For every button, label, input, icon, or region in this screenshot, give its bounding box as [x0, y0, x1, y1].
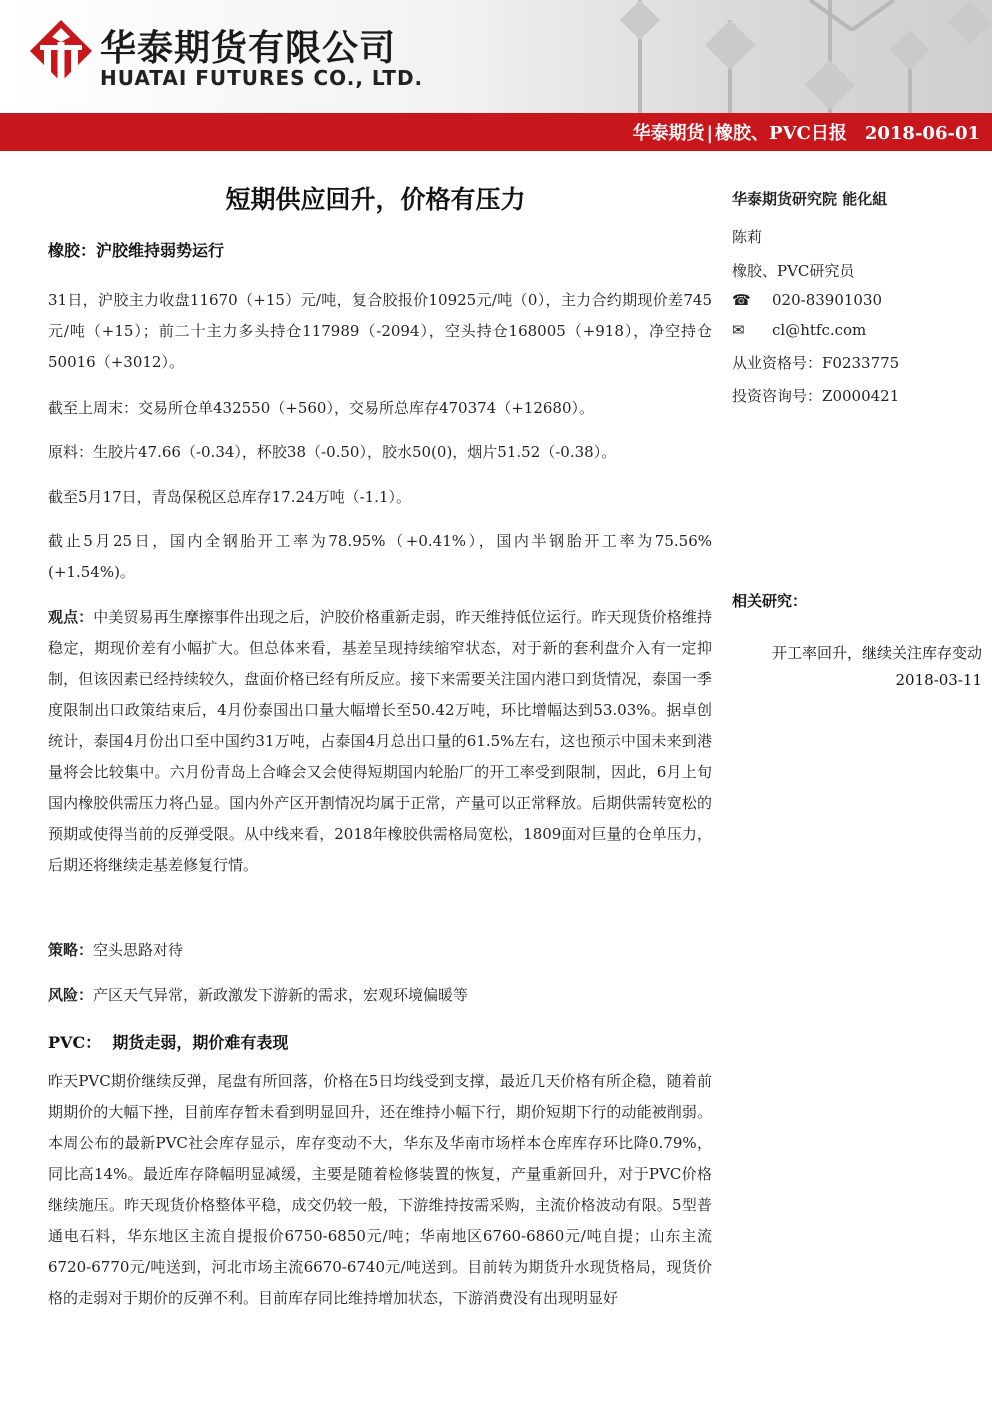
- email-row: [732, 321, 752, 339]
- rubber-paragraph-tire-operating-rate: 截止5月25日，国内全钢胎开工率为78.95%（+0.41%），国内半钢胎开工率为75.56%(+1.54%)。: [48, 532, 712, 581]
- report-brand: 华泰期货: [632, 123, 705, 144]
- risk-text: 产区天气异常，新政激发下游新的需求，宏观环境偏暖等: [93, 986, 469, 1004]
- analyst-name: 陈莉: [732, 228, 763, 246]
- page-header: [0, 0, 992, 113]
- rubber-risk: [48, 980, 712, 1011]
- rubber-paragraph-raw-materials: 原料：生胶片47.66（-0.34），杯胶38（-0.50），胶水50(0)，烟片51.52（-0.38）。: [48, 443, 617, 461]
- view-text: 中美贸易再生摩擦事件出现之后，沪胶价格重新走弱，昨天维持低位运行。昨天现货价格维持稳定，期现价差有小幅扩大。但总体来看，基差呈现持续缩窄状态，对于新的套利盘介入有一定抑制，但该因素已经持续较久，盘面价格已经有所反应。接下来需要关注国内港口到货情况，泰国一季度限制出口政策结束后，4月份泰国出口量大幅增长至50.42万吨，环比增幅达到53.03%。据卓创统计，泰国4月份出口至中国约31万吨，占泰国4月总出口量的61.5%左右，这也预示中国未来到港量将会比较集中。六月份青岛上合峰会又会使得短期国内轮胎厂的开工率受到限制，因此，6月上旬国内橡胶供需压力将凸显。国内外产区开割情况均属于正常，产量可以正常释放。后期供需转宽松的预期或使得当前的反弹受限。从中线来看，2018年橡胶供需格局宽松，1809面对巨量的仓单压力，后期还将继续走基差修复行情。: [48, 608, 712, 874]
- pvc-paragraph: 昨天PVC期价继续反弹，尾盘有所回落，价格在5日均线受到支撑，最近几天价格有所企稳，随着前期期价的大幅下挫，目前库存暂未看到明显回升，还在维持小幅下行，期价短期下行的动能被削弱。本周公布的最新PVC社会库存显示，库存变动不大，华东及华南市场样本仓库库存环比降0.79%，同比高14%。最近库存降幅明显减缓，主要是随着检修装置的恢复，产量重新回升，对于PVC价格继续施压。昨天现货价格整体平稳，成交仍较一般，下游维持按需采购，主流价格波动有限。5型普通电石料，华东地区主流自提报价6750-6850元/吨；华南地区6760-6860元/吨自提；山东主流6720-6770元/吨送到，河北市场主流6670-6740元/吨送到。目前转为期货升水现货格局，现货价格的走弱对于期价的反弹不利。目前库存同比维持增加状态，下游消费没有出现明显好: [48, 1072, 712, 1307]
- rubber-view-paragraph: [48, 602, 712, 881]
- license-label: 从业资格号：: [732, 354, 823, 372]
- analyst-role: 橡胶、PVC研究员: [732, 262, 855, 280]
- license-number: F0233775: [822, 354, 900, 372]
- strategy-label: 策略：: [48, 941, 94, 959]
- report-banner: [0, 113, 992, 151]
- rubber-strategy: [48, 935, 712, 966]
- company-name-cn: 华泰期货有限公司: [100, 28, 397, 69]
- email-address[interactable]: cl@htfc.com: [772, 321, 867, 339]
- envelope-icon: ✉: [732, 321, 745, 339]
- advisory-label: 投资咨询号：: [732, 387, 823, 405]
- advisory-number: Z0000421: [822, 387, 900, 405]
- advisory-row: [732, 385, 899, 406]
- view-label: 观点：: [48, 608, 94, 626]
- rubber-paragraph-inventory: 截至上周末：交易所仓单432550（+560），交易所总库存470374（+12680）。: [48, 399, 595, 417]
- research-org: 华泰期货研究院 能化組: [732, 190, 888, 208]
- rubber-heading: 橡胶：沪胶维持弱势运行: [48, 241, 225, 260]
- report-category: 橡胶、PVC日报: [715, 123, 847, 144]
- header-decoration: [580, 0, 992, 113]
- rubber-paragraph-prices: 31日，沪胶主力收盘11670（+15）元/吨，复合胶报价10925元/吨（0），主力合约期现价差745元/吨（+15）；前二十主力多头持仓117989（-2094），空头持仓168005（+918），净空持仓50016（+3012）。: [48, 291, 712, 371]
- related-research-heading: 相关研究：: [732, 592, 808, 610]
- strategy-text: 空头思路对待: [93, 941, 184, 959]
- related-research-item[interactable]: [732, 640, 982, 694]
- pvc-heading: PVC： 期货走弱，期价难有表现: [48, 1033, 289, 1052]
- phone-icon: ☎: [732, 291, 751, 309]
- huatai-logo: [30, 20, 92, 88]
- report-date: 2018-06-01: [864, 123, 980, 144]
- license-row: [732, 352, 899, 373]
- report-title: 短期供应回升，价格有压力: [225, 185, 526, 214]
- related-research-title[interactable]: 开工率回升，继续关注库存变动: [771, 644, 982, 662]
- report-banner-text: [628, 119, 980, 145]
- report-separator: |: [706, 123, 714, 144]
- company-name-en: HUATAI FUTURES CO., LTD.: [100, 66, 424, 90]
- phone-row: [732, 291, 752, 309]
- related-research-date: 2018-03-11: [895, 671, 982, 689]
- risk-label: 风险：: [48, 986, 94, 1004]
- phone-number: 020-83901030: [772, 291, 883, 309]
- rubber-paragraph-bonded-stock: 截至5月17日，青岛保税区总库存17.24万吨（-1.1）。: [48, 488, 411, 506]
